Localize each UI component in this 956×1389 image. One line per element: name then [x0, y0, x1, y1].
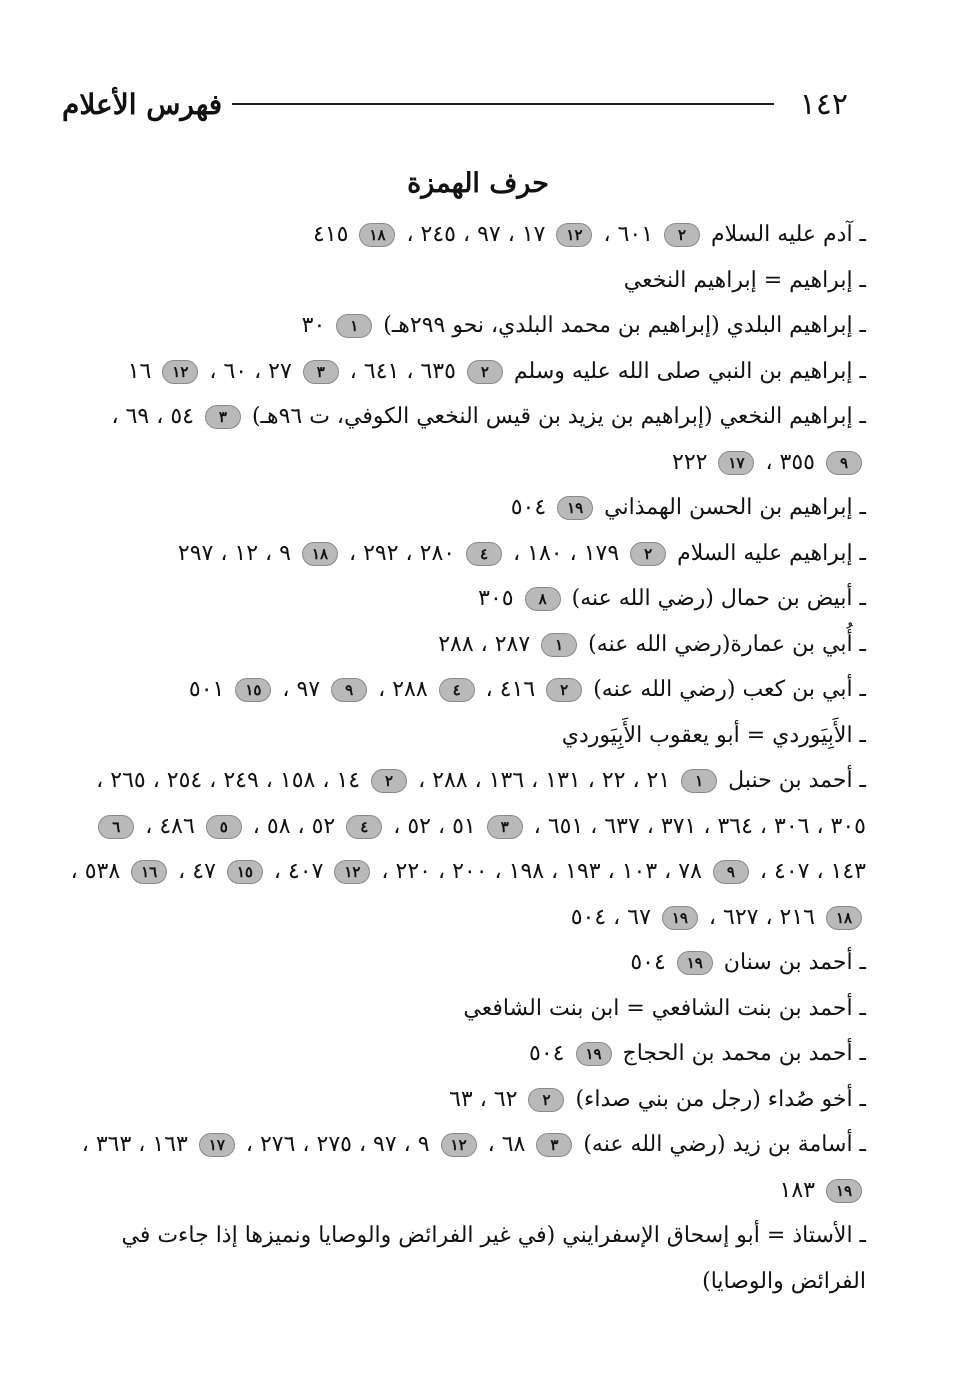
volume-badge: ١٥: [235, 678, 271, 702]
entry-text: ٥٠٤: [510, 495, 554, 520]
entry-text: ١٨٣: [779, 1177, 822, 1203]
entry-text: ـ أحمد بن محمد بن الحجاج: [615, 1041, 866, 1066]
entry-text: ١٦: [127, 358, 159, 384]
index-entry: [66, 394, 866, 485]
volume-badge: ٤: [466, 542, 502, 566]
volume-badge: ١٩: [662, 906, 698, 930]
volume-badge: ٢: [630, 542, 666, 566]
entry-text: ٥٠١: [188, 677, 232, 702]
index-entry: [66, 986, 866, 1032]
index-entry: [66, 212, 866, 258]
entry-text: ـ إبراهيم بن الحسن الهمذاني: [597, 495, 866, 520]
index-entry: [66, 758, 866, 940]
index-entry: [66, 667, 866, 713]
entry-text: ٤٧ ،: [171, 859, 223, 884]
entry-text: ـ إبراهيم النخعي (إبراهيم بن يزيد بن قيس النخعي الكوفي، ت ٩٦هـ): [244, 404, 866, 429]
volume-badge: ٩: [826, 451, 862, 475]
volume-badge: ٣: [487, 815, 523, 839]
entry-text: ١٤٣ ، ٤٠٧ ،: [752, 859, 866, 884]
entry-text: ٩ ، ٩٧ ، ٢٧٥ ، ٢٧٦ ،: [238, 1132, 437, 1157]
entry-text: ٢٢٢: [672, 449, 715, 475]
entry-text: ـ آدم عليه السلام: [704, 222, 866, 247]
entry-text: ٦٠١ ،: [596, 222, 661, 247]
entry-text: ٥١ ، ٥٢ ،: [386, 813, 483, 839]
entry-text: ـ إبراهيم عليه السلام: [670, 540, 866, 566]
header-title: فهرس الأعلام: [62, 87, 223, 121]
entry-text: ٤١٥: [313, 222, 356, 247]
index-entry: [66, 1213, 866, 1304]
section-title: حرف الهمزة: [407, 168, 549, 199]
volume-badge: ٦: [98, 815, 134, 839]
entry-text: ٩ ، ١٢ ، ٢٩٧: [177, 540, 298, 566]
volume-badge: ٤: [346, 815, 382, 839]
entry-text: ٢٨٧ ، ٢٨٨: [438, 631, 538, 657]
entry-text: ٥٠٤: [630, 950, 673, 975]
index-entry: [66, 622, 866, 668]
entry-text: ٧٨ ، ١٠٣ ، ١٩٣ ، ١٩٨ ، ٢٠٠ ، ٢٢٠ ،: [374, 859, 709, 884]
entry-text: ٥٤ ، ٦٩ ،: [111, 404, 201, 429]
volume-badge: ١٩: [557, 496, 593, 520]
volume-badge: ٣: [303, 360, 339, 384]
volume-badge: ٣: [536, 1133, 572, 1157]
entry-text: ـ أسامة بن زيد (رضي الله عنه): [576, 1132, 866, 1157]
volume-badge: ٩: [331, 678, 367, 702]
volume-badge: ١٨: [826, 906, 862, 930]
index-entry: [66, 485, 866, 531]
volume-badge: ١٩: [826, 1179, 862, 1203]
volume-badge: ٩: [713, 860, 749, 884]
volume-badge: ١: [541, 633, 577, 657]
entry-text: ٣٥٥ ،: [758, 449, 822, 475]
entry-text: ـ أحمد بن حنبل: [721, 768, 866, 793]
volume-badge: ١: [336, 314, 372, 338]
volume-badge: ١٩: [576, 1042, 612, 1066]
volume-badge: ٢: [467, 360, 503, 384]
entry-text: ـ إبراهيم = إبراهيم النخعي: [623, 267, 866, 293]
entry-text: ١٧ ، ٩٧ ، ٢٤٥ ،: [399, 222, 553, 247]
entry-text: ٥٠٤: [529, 1041, 572, 1066]
entry-text: ١٦٣ ، ٣٦٣ ،: [81, 1132, 195, 1157]
entry-text: ٦٣٥ ، ٦٤١ ،: [342, 358, 463, 384]
volume-badge: ٤: [439, 678, 475, 702]
entry-text: ١٧٩ ، ١٨٠ ،: [506, 540, 627, 566]
entry-text: ـ الأستاذ = أبو إسحاق الإسفرايني (في غير الفرائض والوصايا ونميزها إذا جاءت في الفرائض والوصايا): [121, 1223, 866, 1294]
volume-badge: ٥: [206, 815, 242, 839]
entry-text: ٢١٦ ، ٦٢٧ ،: [701, 904, 822, 930]
volume-badge: ٣: [205, 405, 241, 429]
index-entry: [66, 349, 866, 395]
volume-badge: ١٨: [302, 542, 338, 566]
index-entry: [66, 1077, 866, 1123]
entry-text: ٩٧ ،: [275, 677, 328, 702]
volume-badge: ٢: [546, 678, 582, 702]
index-entry: [66, 303, 866, 349]
index-entry: [66, 940, 866, 986]
index-entries-list: [66, 212, 866, 1304]
index-entry: [66, 1031, 866, 1077]
entry-text: ٦٧ ، ٥٠٤: [570, 904, 658, 930]
entry-text: ـ أحمد بن بنت الشافعي = ابن بنت الشافعي: [463, 995, 866, 1021]
index-entry: [66, 1122, 866, 1213]
volume-badge: ٢: [528, 1088, 564, 1112]
volume-badge: ١٥: [227, 860, 263, 884]
entry-text: ٢٨٨ ،: [371, 677, 435, 702]
index-entry: [66, 713, 866, 759]
volume-badge: ١٨: [359, 223, 395, 247]
volume-badge: ١٢: [162, 360, 198, 384]
page-number: ١٤٢: [799, 86, 848, 122]
entry-text: ـ الأَبِيَوردي = أبو يعقوب الأَبِيَوردي: [561, 722, 866, 748]
entry-text: ٥٣٨ ،: [70, 859, 128, 884]
entry-text: ٢٨٠ ، ٢٩٢ ،: [341, 540, 463, 566]
volume-badge: ١٢: [334, 860, 370, 884]
volume-badge: ١٩: [677, 951, 713, 975]
page-header: [62, 82, 848, 126]
header-rule: [232, 103, 773, 105]
entry-text: ٤٨٦ ،: [138, 813, 202, 839]
entry-text: ـ أحمد بن سنان: [716, 950, 866, 975]
volume-badge: ٢: [664, 223, 700, 247]
entry-text: ـ أبي بن كعب (رضي الله عنه): [586, 677, 866, 702]
volume-badge: ١٢: [556, 223, 592, 247]
entry-text: ٤٠٧ ،: [266, 859, 331, 884]
volume-badge: ١٧: [199, 1133, 235, 1157]
entry-text: ـ أخو صُداء (رجل من بني صداء): [568, 1086, 866, 1112]
entry-text: ـ إبراهيم البلدي (إبراهيم بن محمد البلدي، نحو ٢٩٩هـ): [376, 313, 866, 338]
entry-text: ٢١ ، ٢٢ ، ١٣١ ، ١٣٦ ، ٢٨٨ ،: [411, 768, 678, 793]
volume-badge: ٢: [371, 769, 407, 793]
entry-text: ـ أبيض بن حمال (رضي الله عنه): [564, 586, 866, 611]
index-entry: [66, 576, 866, 622]
index-entry: [66, 531, 866, 577]
entry-text: ٥٢ ، ٥٨ ،: [245, 813, 343, 839]
volume-badge: ١: [681, 769, 717, 793]
entry-text: ١٤ ، ١٥٨ ، ٢٤٩ ، ٢٥٤ ، ٢٦٥ ، ٣٠٥ ، ٣٠٦ ، ٣٦٤ ، ٣٧١ ، ٦٣٧ ، ٦٥١ ،: [96, 768, 866, 839]
entry-text: ٢٧ ، ٦٠ ،: [202, 358, 299, 384]
volume-badge: ١٢: [441, 1133, 477, 1157]
entry-text: ٤١٦ ،: [478, 677, 543, 702]
entry-text: ـ إبراهيم بن النبي صلى الله عليه وسلم: [506, 358, 866, 384]
entry-text: ـ أُبي بن عمارة(رضي الله عنه): [581, 631, 866, 657]
volume-badge: ١٧: [718, 451, 754, 475]
entry-text: ٣٠: [301, 313, 333, 338]
volume-badge: ٨: [525, 587, 561, 611]
index-entry: [66, 258, 866, 304]
entry-text: ٦٢ ، ٦٣: [449, 1086, 525, 1112]
volume-badge: ١٦: [131, 860, 167, 884]
entry-text: ٦٨ ،: [480, 1132, 533, 1157]
entry-text: ٣٠٥: [478, 586, 521, 611]
